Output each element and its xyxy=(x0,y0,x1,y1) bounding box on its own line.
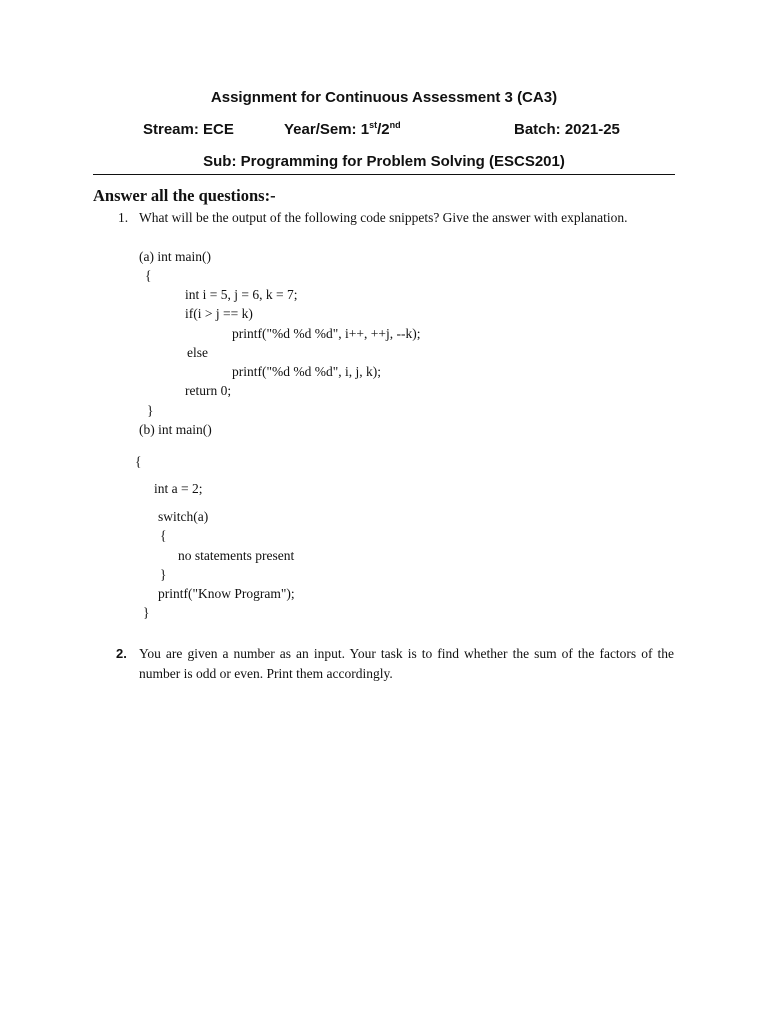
code-line: int a = 2; xyxy=(154,481,203,496)
code-line: return 0; xyxy=(185,383,232,398)
question-2-text: You are given a number as an input. Your task is to find whether the sum of the factors of the number is odd or even. Print them accordingly. xyxy=(139,646,674,681)
question-1-number: 1. xyxy=(118,210,129,225)
code-line: switch(a) xyxy=(158,509,209,524)
part-a-label: (a) int main() xyxy=(139,249,211,264)
section-heading: Answer all the questions:- xyxy=(93,186,276,205)
code-line: else xyxy=(187,345,208,360)
stream-label: Stream: ECE xyxy=(143,121,234,138)
subject-label: Sub: Programming for Problem Solving (ESCS201) xyxy=(203,153,565,170)
code-line: no statements present xyxy=(178,548,295,563)
code-line: { xyxy=(135,454,142,469)
code-line: } xyxy=(160,567,167,582)
question-1-text: What will be the output of the following code snippets? Give the answer with explanation. xyxy=(139,210,628,225)
code-line: int i = 5, j = 6, k = 7; xyxy=(185,287,298,302)
header-divider xyxy=(93,174,675,175)
part-b-label: (b) int main() xyxy=(139,422,212,437)
year-sem-label: Year/Sem: 1st/2nd xyxy=(284,120,401,138)
code-line: printf("%d %d %d", i, j, k); xyxy=(232,364,381,379)
question-2-number: 2. xyxy=(116,646,127,661)
code-line: printf("%d %d %d", i++, ++j, --k); xyxy=(232,326,421,341)
code-line: } xyxy=(143,605,150,620)
code-line: } xyxy=(147,403,154,418)
code-line: { xyxy=(160,528,167,543)
code-line: printf("Know Program"); xyxy=(158,586,295,601)
assignment-title: Assignment for Continuous Assessment 3 (CA3) xyxy=(210,89,558,106)
batch-label: Batch: 2021-25 xyxy=(514,121,620,138)
code-line: if(i > j == k) xyxy=(185,306,253,321)
code-line: { xyxy=(145,268,152,283)
